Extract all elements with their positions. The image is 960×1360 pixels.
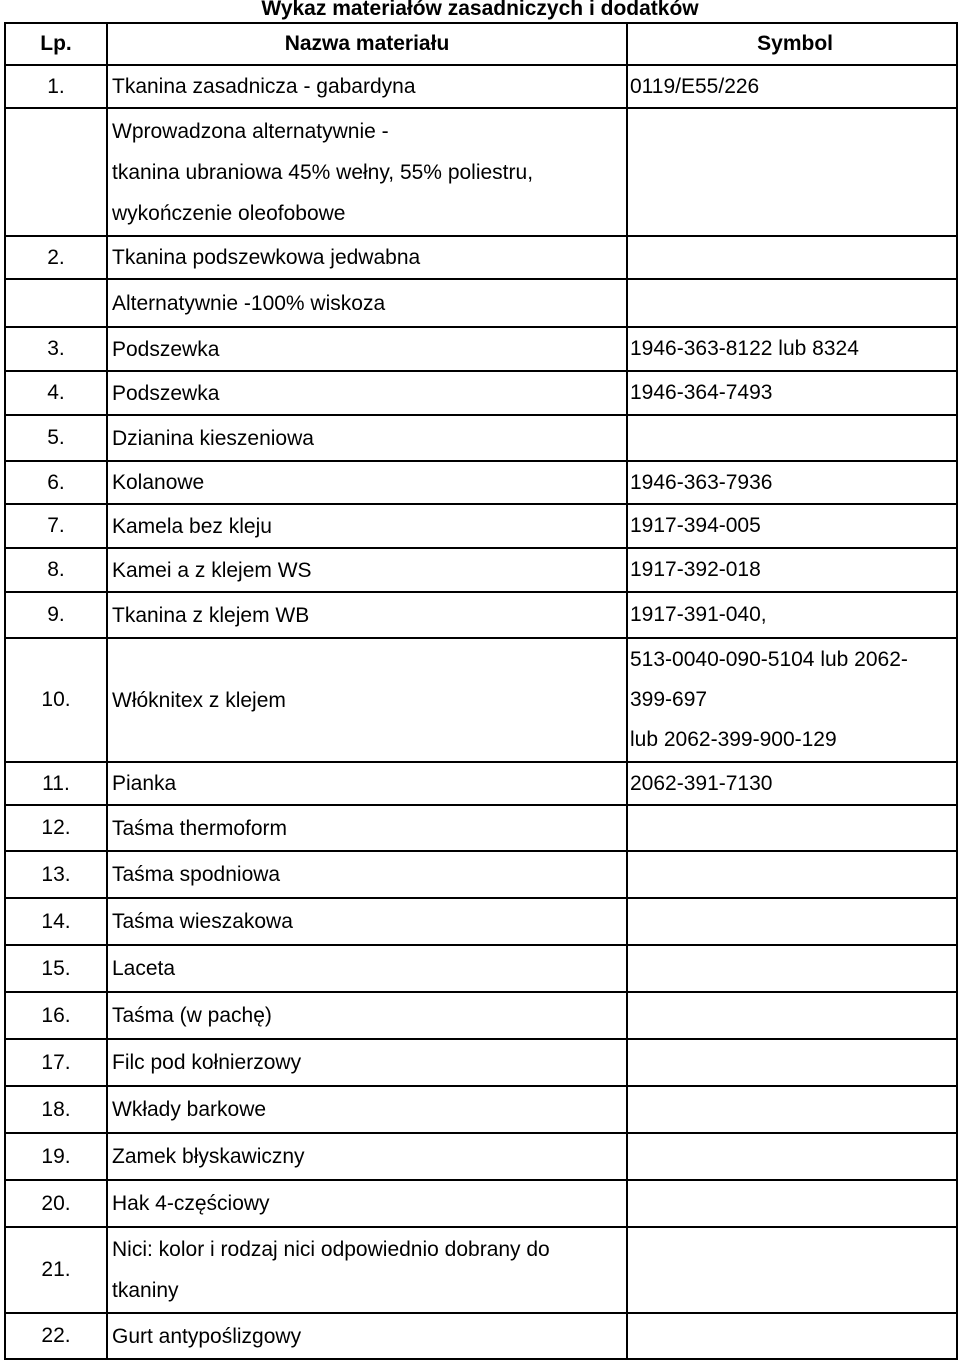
material-name-line: Hak 4-częściowy [112, 1192, 270, 1215]
row-lp [5, 108, 107, 236]
material-name-line: tkanina ubraniowa 45% wełny, 55% poliestru, [112, 160, 534, 184]
header-symbol: Symbol [627, 23, 957, 65]
row-symbol [627, 805, 957, 851]
row-lp: 5. [5, 415, 107, 461]
row-material-name [107, 1227, 627, 1313]
header-name: Nazwa materiału [107, 23, 627, 65]
material-name-line: Laceta [112, 957, 176, 980]
row-lp: 19. [5, 1133, 107, 1180]
table-row [5, 65, 957, 108]
row-lp: 3. [5, 327, 107, 371]
symbol-line: 399-697 [630, 688, 708, 711]
row-lp: 21. [5, 1227, 107, 1313]
table-row [5, 1086, 957, 1133]
row-symbol [627, 461, 957, 504]
row-lp: 22. [5, 1313, 107, 1359]
row-symbol [627, 1313, 957, 1359]
table-row [5, 1180, 957, 1227]
row-symbol [627, 279, 957, 327]
row-material-name [107, 851, 627, 898]
row-material-name [107, 638, 627, 762]
table-row [5, 1313, 957, 1359]
symbol-line: 1946-364-7493 [630, 381, 773, 404]
row-symbol [627, 1039, 957, 1086]
row-material-name [107, 1086, 627, 1133]
row-lp: 1. [5, 65, 107, 108]
material-name-line: Taśma spodniowa [112, 863, 281, 886]
row-symbol [627, 65, 957, 108]
material-name-line: Kamela bez kleju [112, 514, 272, 538]
material-name-line: Dzianina kieszeniowa [112, 426, 314, 450]
table-row [5, 805, 957, 851]
row-material-name [107, 1133, 627, 1180]
symbol-line: 0119/E55/226 [630, 74, 760, 98]
row-lp: 10. [5, 638, 107, 762]
row-material-name [107, 1313, 627, 1359]
material-name-line: Włóknitex z klejem [112, 688, 286, 712]
row-material-name [107, 762, 627, 805]
row-lp: 17. [5, 1039, 107, 1086]
row-symbol [627, 327, 957, 371]
materials-table-body [5, 23, 957, 1359]
symbol-line: 1917-394-005 [630, 514, 761, 537]
material-name-line: Gurt antypoślizgowy [112, 1324, 302, 1348]
table-row [5, 415, 957, 461]
row-material-name [107, 504, 627, 548]
row-material-name [107, 236, 627, 279]
row-material-name [107, 108, 627, 236]
row-symbol [627, 415, 957, 461]
row-material-name [107, 548, 627, 592]
material-name-line: Alternatywnie -100% wiskoza [112, 291, 386, 315]
row-symbol [627, 236, 957, 279]
material-name-line: Wkłady barkowe [112, 1098, 267, 1121]
row-lp [5, 279, 107, 327]
row-symbol [627, 592, 957, 638]
row-lp: 9. [5, 592, 107, 638]
material-name-line: Nici: kolor i rodzaj nici odpowiednio dobrany do [112, 1238, 550, 1261]
table-row [5, 762, 957, 805]
table-row [5, 279, 957, 327]
row-lp: 20. [5, 1180, 107, 1227]
material-name-line: Podszewka [112, 381, 220, 405]
symbol-line: 1917-392-018 [630, 558, 761, 581]
row-lp: 8. [5, 548, 107, 592]
symbol-line: 1946-363-7936 [630, 470, 773, 494]
row-material-name [107, 415, 627, 461]
row-lp: 2. [5, 236, 107, 279]
table-row [5, 236, 957, 279]
table-row [5, 371, 957, 415]
row-symbol [627, 898, 957, 945]
material-name-line: Filc pod kołnierzowy [112, 1051, 302, 1074]
table-row [5, 461, 957, 504]
row-symbol [627, 1227, 957, 1313]
row-symbol [627, 371, 957, 415]
material-name-line: Tkanina podszewkowa jedwabna [112, 246, 421, 269]
table-row [5, 1039, 957, 1086]
row-material-name [107, 327, 627, 371]
row-symbol [627, 504, 957, 548]
row-lp: 6. [5, 461, 107, 504]
row-material-name [107, 1039, 627, 1086]
row-material-name [107, 992, 627, 1039]
symbol-line: 513-0040-090-5104 lub 2062- [630, 648, 908, 671]
material-name-line: Tkanina z klejem WB [112, 603, 310, 627]
table-row [5, 898, 957, 945]
symbol-line: lub 2062-399-900-129 [630, 728, 837, 751]
material-name-line: Taśma (w pachę) [112, 1004, 272, 1027]
material-name-line: Kamei a z klejem WS [112, 558, 312, 582]
row-lp: 15. [5, 945, 107, 992]
row-material-name [107, 592, 627, 638]
page-title: Wykaz materiałów zasadniczych i dodatków [261, 0, 699, 20]
material-name-line: Kolanowe [112, 471, 205, 494]
table-row [5, 1133, 957, 1180]
table-row [5, 327, 957, 371]
row-material-name [107, 371, 627, 415]
row-lp: 12. [5, 805, 107, 851]
row-lp: 14. [5, 898, 107, 945]
header-lp: Lp. [5, 23, 107, 65]
table-row [5, 592, 957, 638]
material-name-line: Tkanina zasadnicza - gabardyna [112, 75, 416, 98]
row-symbol [627, 108, 957, 236]
table-row [5, 992, 957, 1039]
row-symbol [627, 851, 957, 898]
row-symbol [627, 762, 957, 805]
material-name-line: wykończenie oleofobowe [112, 201, 346, 225]
table-row [5, 1227, 957, 1313]
row-symbol [627, 1086, 957, 1133]
row-lp: 13. [5, 851, 107, 898]
row-lp: 4. [5, 371, 107, 415]
material-name-line: tkaniny [112, 1279, 179, 1302]
materials-table [4, 22, 958, 1360]
row-symbol [627, 1133, 957, 1180]
symbol-line: 1946-363-8122 lub 8324 [630, 337, 859, 360]
table-row [5, 945, 957, 992]
row-material-name [107, 65, 627, 108]
row-symbol [627, 548, 957, 592]
table-row [5, 548, 957, 592]
row-material-name [107, 805, 627, 851]
table-header-row [5, 23, 957, 65]
row-symbol [627, 1180, 957, 1227]
row-lp: 16. [5, 992, 107, 1039]
material-name-line: Taśma thermoform [112, 816, 288, 840]
material-name-line: Zamek błyskawiczny [112, 1145, 305, 1168]
row-material-name [107, 945, 627, 992]
row-symbol [627, 945, 957, 992]
symbol-line: 1917-391-040, [630, 603, 767, 626]
row-symbol [627, 992, 957, 1039]
table-row [5, 638, 957, 762]
symbol-line: 2062-391-7130 [630, 771, 773, 795]
row-material-name [107, 1180, 627, 1227]
row-lp: 18. [5, 1086, 107, 1133]
material-name-line: Pianka [112, 772, 177, 795]
table-row [5, 504, 957, 548]
row-lp: 11. [5, 762, 107, 805]
material-name-line: Taśma wieszakowa [112, 910, 293, 933]
row-lp: 7. [5, 504, 107, 548]
row-symbol [627, 638, 957, 762]
material-name-line: Wprowadzona alternatywnie - [112, 119, 389, 143]
table-row [5, 108, 957, 236]
row-material-name [107, 279, 627, 327]
row-material-name [107, 898, 627, 945]
row-material-name [107, 461, 627, 504]
table-row [5, 851, 957, 898]
material-name-line: Podszewka [112, 337, 220, 361]
